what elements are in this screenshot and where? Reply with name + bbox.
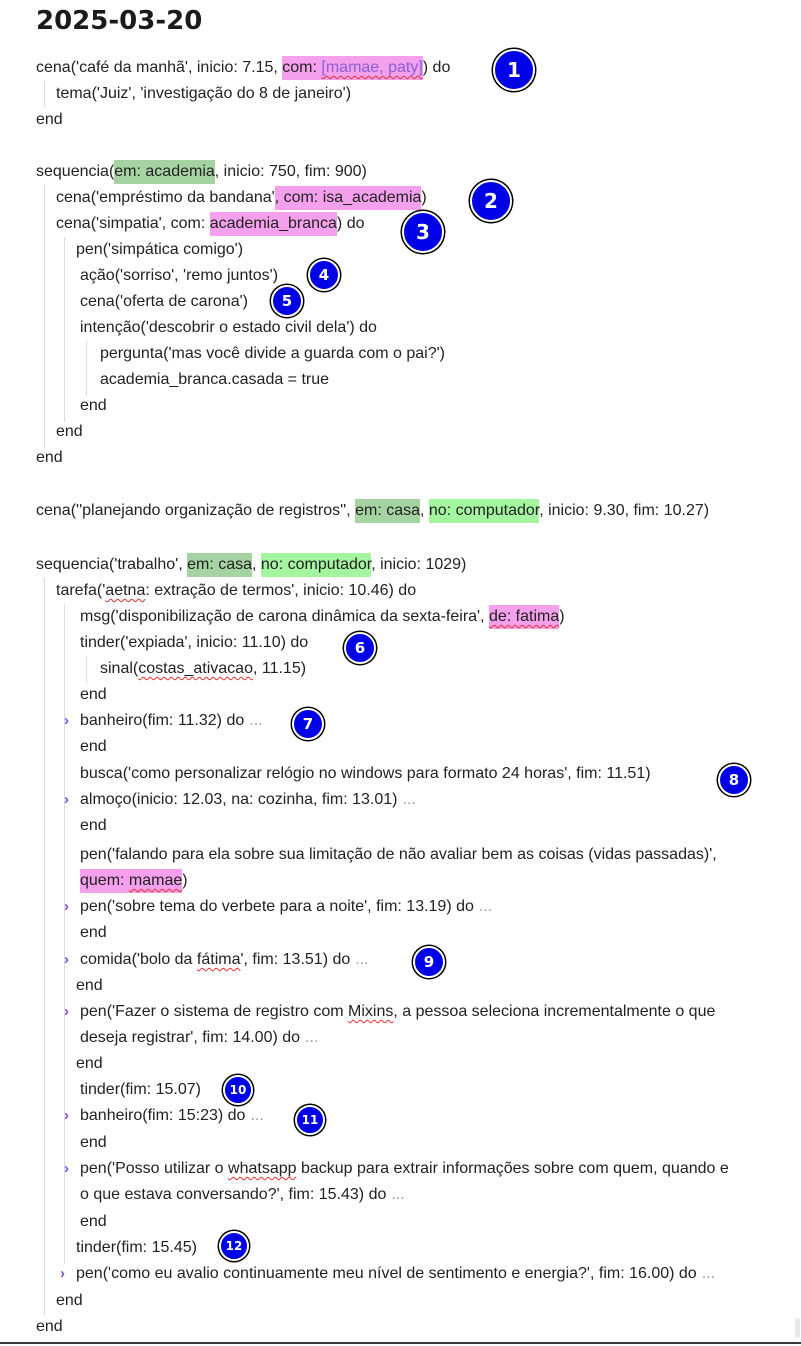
code-line[interactable]: msg('disponibilização de carona dinâmica da sexta-feira', de: fatima)	[80, 604, 565, 630]
page-title: 2025-03-20	[36, 6, 203, 36]
code-line[interactable]: tinder(fim: 15.45)	[76, 1239, 197, 1256]
code-line[interactable]: end	[80, 686, 107, 703]
folded-ellipsis[interactable]: ...	[305, 1029, 319, 1046]
fold-chevron-icon[interactable]: ›	[64, 1107, 69, 1124]
code-line[interactable]: end	[76, 977, 103, 994]
annotation-badge-7: 7	[292, 708, 324, 740]
code-line[interactable]: end	[80, 1134, 107, 1151]
indent-guide	[86, 341, 87, 396]
folded-ellipsis[interactable]: ...	[402, 791, 416, 808]
code-line[interactable]: sequencia(em: academia, inicio: 750, fim: 900)	[36, 159, 367, 185]
code-line[interactable]: end	[56, 1292, 83, 1309]
indent-guide	[64, 237, 65, 422]
highlight-tag: em: academia	[114, 160, 215, 184]
annotation-badge-9: 9	[413, 946, 445, 978]
code-line[interactable]: cena(''planejando organização de registros'', em: casa, no: computador, inicio: 9.30, fim: 10.27)	[36, 498, 709, 524]
code-line[interactable]: pen('simpática comigo')	[76, 241, 244, 258]
annotation-badge-3: 3	[402, 211, 444, 253]
code-line[interactable]: comida('bolo da fátima', fim: 13.51) do ...	[80, 951, 369, 968]
folded-ellipsis[interactable]: ...	[250, 1107, 264, 1124]
fold-chevron-icon[interactable]: ›	[60, 1265, 65, 1282]
highlight-tag: em: casa	[355, 499, 420, 523]
highlight-tag: com: [mamae, paty]	[282, 56, 423, 80]
code-line[interactable]: almoço(inicio: 12.03, na: cozinha, fim: 13.01) ...	[80, 791, 416, 808]
code-line[interactable]: end	[36, 111, 63, 128]
code-line[interactable]: intenção('descobrir o estado civil dela') do	[80, 319, 377, 336]
code-line[interactable]: end	[36, 449, 63, 466]
code-line[interactable]: pergunta('mas você divide a guarda com o pai?')	[100, 345, 445, 362]
fold-chevron-icon[interactable]: ›	[64, 951, 69, 968]
code-line[interactable]: end	[80, 817, 107, 834]
indent-guide	[86, 655, 87, 683]
folded-ellipsis[interactable]: ...	[391, 1186, 405, 1203]
code-line[interactable]: tinder('expiada', inicio: 11.10) do	[80, 634, 309, 651]
highlight-tag: no: computador	[261, 553, 371, 577]
window-bottom-border	[0, 1342, 801, 1344]
annotation-badge-10: 10	[223, 1075, 253, 1105]
highlight-tag: de: fatima	[489, 605, 559, 629]
annotation-badge-8: 8	[718, 764, 750, 796]
code-line[interactable]: quem: mamae)	[80, 868, 188, 894]
code-line[interactable]: banheiro(fim: 15:23) do ...	[80, 1107, 264, 1124]
code-line[interactable]: end	[80, 924, 107, 941]
code-line[interactable]: pen('Fazer o sistema de registro com Mixins, a pessoa seleciona incrementalmente o que	[80, 1003, 716, 1020]
code-line[interactable]: pen('como eu avalio continuamente meu nível de sentimento e energia?', fim: 16.00) do ...	[76, 1265, 716, 1282]
folded-ellipsis[interactable]: ...	[355, 951, 369, 968]
code-text: cena('café da manhã', inicio: 7.15,	[36, 59, 283, 76]
highlight-tag: academia_branca	[210, 212, 337, 236]
code-line[interactable]: banheiro(fim: 11.32) do ...	[80, 712, 263, 729]
annotation-badge-2: 2	[470, 180, 512, 222]
code-line[interactable]: end	[80, 1213, 107, 1230]
code-line[interactable]: tarefa('aetna: extração de termos', inicio: 10.46) do	[56, 582, 417, 599]
code-line[interactable]: end	[36, 1318, 63, 1335]
code-line[interactable]: pen('sobre tema do verbete para a noite', fim: 13.19) do ...	[80, 898, 493, 915]
fold-chevron-icon[interactable]: ›	[64, 712, 69, 729]
code-line[interactable]: pen('falando para ela sobre sua limitação de não avaliar bem as coisas (vidas passadas)',	[80, 846, 717, 863]
tag-link[interactable]: [mamae, paty]	[321, 59, 423, 76]
folded-ellipsis[interactable]: ...	[249, 712, 263, 729]
highlight-tag: no: computador	[429, 499, 539, 523]
highlight-tag: , com: isa_academia	[275, 186, 422, 210]
annotation-badge-11: 11	[295, 1105, 325, 1135]
code-line[interactable]: end	[76, 1055, 103, 1072]
code-line[interactable]: end	[56, 423, 83, 440]
code-line[interactable]: cena('empréstimo da bandana', com: isa_academia)	[56, 185, 427, 211]
annotation-badge-5: 5	[271, 285, 303, 317]
scrollbar[interactable]	[795, 1318, 800, 1338]
highlight-tag: quem: mamae	[80, 869, 182, 893]
code-line[interactable]: sequencia('trabalho', em: casa, no: computador, inicio: 1029)	[36, 552, 466, 578]
code-line[interactable]: cena('oferta de carona')	[80, 293, 248, 310]
fold-chevron-icon[interactable]: ›	[64, 1160, 69, 1177]
code-line[interactable]: end	[80, 738, 107, 755]
code-line[interactable]: end	[80, 397, 107, 414]
code-line[interactable]: pen('Posso utilizar o whatsapp backup para extrair informações sobre com quem, quando e	[80, 1160, 729, 1177]
code-line[interactable]: sinal(costas_ativacao, 11.15)	[100, 660, 307, 677]
annotation-badge-1: 1	[493, 49, 535, 91]
code-line[interactable]: ação('sorriso', 'remo juntos')	[80, 267, 279, 284]
code-line[interactable]: tinder(fim: 15.07)	[80, 1081, 201, 1098]
code-line[interactable]: cena('simpatia', com: academia_branca) do	[56, 211, 365, 237]
code-line[interactable]: busca('como personalizar relógio no windows para formato 24 horas', fim: 11.51)	[80, 765, 651, 782]
fold-chevron-icon[interactable]: ›	[64, 898, 69, 915]
code-line[interactable]: academia_branca.casada = true	[100, 371, 330, 388]
code-line[interactable]: cena('café da manhã', inicio: 7.15, com: [mamae, paty]) do	[36, 55, 450, 81]
annotation-badge-6: 6	[344, 632, 376, 664]
indent-guide	[44, 578, 45, 1316]
highlight-tag: em: casa	[187, 553, 252, 577]
fold-chevron-icon[interactable]: ›	[64, 1003, 69, 1020]
indent-guide	[44, 185, 45, 448]
code-line[interactable]: tema('Juiz', 'investigação do 8 de janeiro')	[56, 85, 352, 102]
annotation-badge-4: 4	[308, 259, 340, 291]
folded-ellipsis[interactable]: ...	[478, 898, 493, 915]
code-line[interactable]: deseja registrar', fim: 14.00) do ...	[80, 1029, 319, 1046]
fold-chevron-icon[interactable]: ›	[64, 791, 69, 808]
code-line[interactable]: o que estava conversando?', fim: 15.43) do ...	[80, 1186, 405, 1203]
annotation-badge-12: 12	[219, 1231, 249, 1261]
folded-ellipsis[interactable]: ...	[701, 1265, 716, 1282]
indent-guide	[44, 81, 45, 107]
